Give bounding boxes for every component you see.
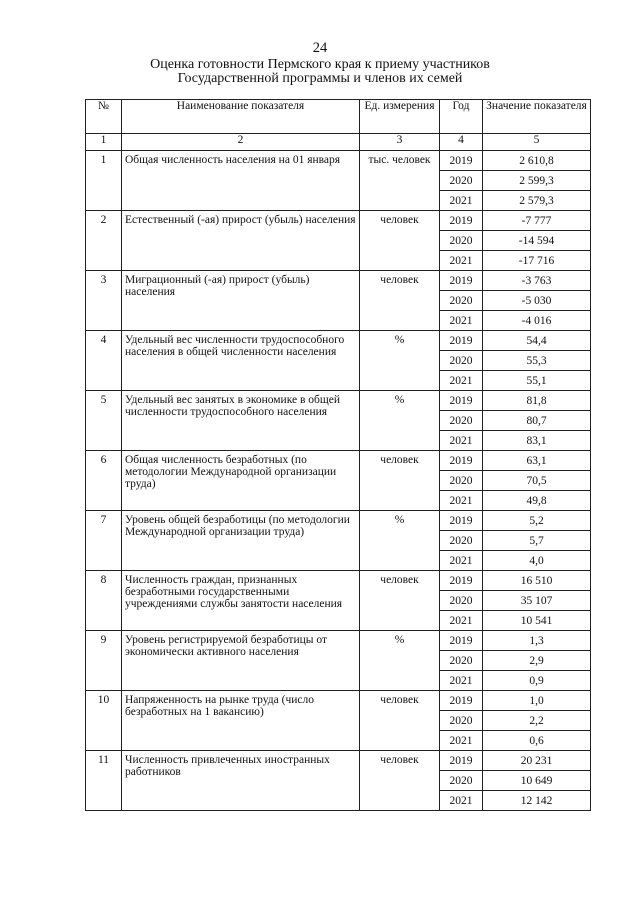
header-no: №	[86, 100, 122, 134]
unit-of-measure: человек	[360, 271, 440, 331]
indicator-name: Естественный (-ая) прирост (убыль) населения	[122, 211, 360, 271]
year-cell: 2019	[440, 391, 483, 411]
value-cell: 2,2	[483, 711, 591, 731]
title-line-2: Государственной программы и членов их семей	[177, 71, 463, 86]
unit-of-measure: человек	[360, 751, 440, 811]
document-title	[0, 58, 640, 86]
value-cell: 35 107	[483, 591, 591, 611]
table-row	[86, 511, 591, 531]
year-cell: 2021	[440, 551, 483, 571]
value-cell: 0,9	[483, 671, 591, 691]
header-value: Значение показателя	[483, 100, 591, 134]
year-cell: 2020	[440, 471, 483, 491]
header-unit: Ед. измерения	[360, 100, 440, 134]
value-cell: 5,7	[483, 531, 591, 551]
year-cell: 2020	[440, 651, 483, 671]
indicator-name: Уровень общей безработицы (по методологии Международной организации труда)	[122, 511, 360, 571]
value-cell: -5 030	[483, 291, 591, 311]
unit-of-measure: тыс. человек	[360, 151, 440, 211]
table-row	[86, 331, 591, 351]
year-cell: 2020	[440, 711, 483, 731]
value-cell: 2 579,3	[483, 191, 591, 211]
row-number: 9	[86, 631, 122, 691]
value-cell: -3 763	[483, 271, 591, 291]
year-cell: 2021	[440, 191, 483, 211]
year-cell: 2021	[440, 731, 483, 751]
year-cell: 2021	[440, 491, 483, 511]
indicator-name: Уровень регистрируемой безработицы от экономически активного населения	[122, 631, 360, 691]
header-name: Наименование показателя	[122, 100, 360, 134]
value-cell: 4,0	[483, 551, 591, 571]
column-number-row	[86, 134, 591, 151]
year-cell: 2020	[440, 531, 483, 551]
indicator-name: Общая численность безработных (по методологии Международной организации труда)	[122, 451, 360, 511]
value-cell: 2,9	[483, 651, 591, 671]
value-cell: 1,0	[483, 691, 591, 711]
unit-of-measure: человек	[360, 451, 440, 511]
column-number: 3	[360, 134, 440, 151]
row-number: 10	[86, 691, 122, 751]
column-number: 4	[440, 134, 483, 151]
year-cell: 2020	[440, 771, 483, 791]
year-cell: 2020	[440, 231, 483, 251]
year-cell: 2021	[440, 371, 483, 391]
value-cell: -14 594	[483, 231, 591, 251]
value-cell: 10 541	[483, 611, 591, 631]
value-cell: -7 777	[483, 211, 591, 231]
value-cell: 20 231	[483, 751, 591, 771]
unit-of-measure: человек	[360, 691, 440, 751]
table-row	[86, 271, 591, 291]
unit-of-measure: %	[360, 631, 440, 691]
indicator-name: Миграционный (-ая) прирост (убыль) населения	[122, 271, 360, 331]
year-cell: 2019	[440, 271, 483, 291]
value-cell: 80,7	[483, 411, 591, 431]
row-number: 1	[86, 151, 122, 211]
value-cell: 1,3	[483, 631, 591, 651]
unit-of-measure: человек	[360, 571, 440, 631]
year-cell: 2020	[440, 591, 483, 611]
year-cell: 2020	[440, 171, 483, 191]
table-row	[86, 751, 591, 771]
indicator-name: Численность граждан, признанных безработными государственными учреждениями службы занятости населения	[122, 571, 360, 631]
indicator-name: Напряженность на рынке труда (число безработных на 1 вакансию)	[122, 691, 360, 751]
year-cell: 2020	[440, 351, 483, 371]
value-cell: 63,1	[483, 451, 591, 471]
year-cell: 2019	[440, 511, 483, 531]
value-cell: 12 142	[483, 791, 591, 811]
year-cell: 2021	[440, 311, 483, 331]
year-cell: 2019	[440, 691, 483, 711]
row-number: 6	[86, 451, 122, 511]
year-cell: 2021	[440, 791, 483, 811]
row-number: 4	[86, 331, 122, 391]
year-cell: 2019	[440, 631, 483, 651]
table-row	[86, 151, 591, 171]
value-cell: -17 716	[483, 251, 591, 271]
indicator-name: Удельный вес численности трудоспособного населения в общей численности населения	[122, 331, 360, 391]
column-number: 5	[483, 134, 591, 151]
title-line-1: Оценка готовности Пермского края к приему участников	[150, 57, 490, 72]
year-cell: 2019	[440, 451, 483, 471]
value-cell: 16 510	[483, 571, 591, 591]
row-number: 11	[86, 751, 122, 811]
unit-of-measure: %	[360, 511, 440, 571]
value-cell: 0,6	[483, 731, 591, 751]
row-number: 5	[86, 391, 122, 451]
unit-of-measure: %	[360, 331, 440, 391]
indicator-name: Удельный вес занятых в экономике в общей численности трудоспособного населения	[122, 391, 360, 451]
indicator-name: Общая численность населения на 01 января	[122, 151, 360, 211]
value-cell: 70,5	[483, 471, 591, 491]
row-number: 2	[86, 211, 122, 271]
year-cell: 2021	[440, 251, 483, 271]
year-cell: 2021	[440, 611, 483, 631]
year-cell: 2020	[440, 411, 483, 431]
value-cell: 10 649	[483, 771, 591, 791]
year-cell: 2019	[440, 211, 483, 231]
table-row	[86, 391, 591, 411]
year-cell: 2019	[440, 571, 483, 591]
year-cell: 2020	[440, 291, 483, 311]
value-cell: 5,2	[483, 511, 591, 531]
value-cell: 49,8	[483, 491, 591, 511]
year-cell: 2019	[440, 151, 483, 171]
row-number: 3	[86, 271, 122, 331]
table-row	[86, 451, 591, 471]
indicator-name: Численность привлеченных иностранных работников	[122, 751, 360, 811]
unit-of-measure: человек	[360, 211, 440, 271]
header-year: Год	[440, 100, 483, 134]
row-number: 7	[86, 511, 122, 571]
indicators-table	[85, 99, 591, 811]
year-cell: 2021	[440, 431, 483, 451]
table-row	[86, 571, 591, 591]
year-cell: 2019	[440, 331, 483, 351]
value-cell: 81,8	[483, 391, 591, 411]
unit-of-measure: %	[360, 391, 440, 451]
value-cell: 2 610,8	[483, 151, 591, 171]
table-row	[86, 631, 591, 651]
table-row	[86, 211, 591, 231]
column-number: 2	[122, 134, 360, 151]
value-cell: 54,4	[483, 331, 591, 351]
value-cell: 83,1	[483, 431, 591, 451]
value-cell: 2 599,3	[483, 171, 591, 191]
value-cell: -4 016	[483, 311, 591, 331]
year-cell: 2021	[440, 671, 483, 691]
row-number: 8	[86, 571, 122, 631]
page-number: 24	[312, 40, 328, 56]
year-cell: 2019	[440, 751, 483, 771]
value-cell: 55,3	[483, 351, 591, 371]
column-number: 1	[86, 134, 122, 151]
table-row	[86, 691, 591, 711]
value-cell: 55,1	[483, 371, 591, 391]
table-header-row	[86, 100, 591, 134]
